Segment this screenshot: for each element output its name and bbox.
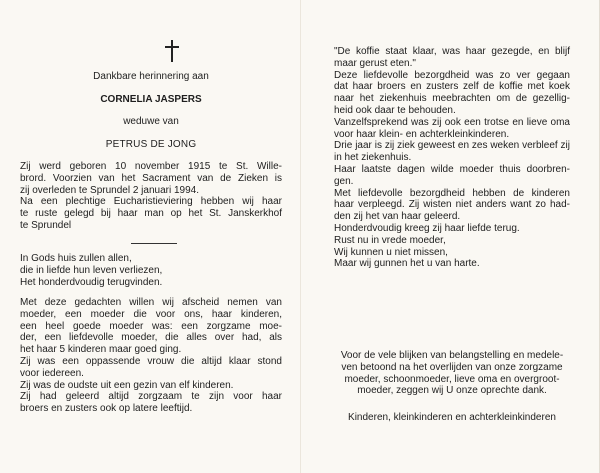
text-line: voor iedereen. bbox=[20, 367, 84, 379]
poem bbox=[20, 253, 282, 288]
tribute-paragraph bbox=[334, 46, 570, 270]
memory-paragraph bbox=[20, 297, 282, 415]
text-line: Honderdvoudig kreeg zij haar liefde terug. bbox=[334, 222, 520, 234]
text-line: Zij had geleerd altijd zorgzaam te zijn voor haar bbox=[20, 391, 282, 403]
text-line: Drie jaar is zij ziek geweest en zes weken verbleef zij bbox=[334, 140, 570, 152]
text-line: Vanzelfsprekend was zij ook een trotse en lieve oma bbox=[334, 116, 570, 128]
text-line: Wij kunnen u niet missen, bbox=[334, 246, 448, 258]
text-line: te Sprundel bbox=[20, 219, 72, 231]
text-line: moeder, schoonmoeder, lieve oma en overgroot- bbox=[344, 373, 560, 385]
text-line: Zij werd geboren 10 november 1915 te St. Wille- bbox=[20, 161, 282, 172]
text-line: gen. bbox=[334, 175, 354, 187]
text-line: Rust nu in vrede moeder, bbox=[334, 234, 446, 246]
text-line: broers en zusters ook op latere leeftijd. bbox=[20, 403, 193, 415]
fold-line bbox=[300, 0, 301, 473]
cross-icon bbox=[165, 40, 179, 62]
thanks-paragraph bbox=[334, 350, 570, 397]
text-line: moeder, een moeder die voor ons, haar kinderen, bbox=[20, 308, 282, 320]
text-line: naar het ziekenhuis meebrachten om de gezellig- bbox=[334, 93, 570, 105]
text-line: Na een plechtige Eucharistieviering hebben wij haar bbox=[20, 196, 282, 208]
text-line: heid ook daar te behouden. bbox=[334, 104, 456, 116]
text-line: brord. Voorzien van het Sacrament van de Zieken is bbox=[20, 172, 282, 184]
text-line: moeder, zeggen wij U onze oprechte dank. bbox=[357, 385, 547, 397]
text-line: dat haar broers en zusters zelf de koffie met koek bbox=[334, 81, 570, 93]
text-line: maar gerust eten." bbox=[334, 57, 416, 69]
text-line: een heel goede moeder was: een zorgzame moe- bbox=[20, 320, 282, 332]
text-line: voor haar klein- en achterkleinkinderen. bbox=[334, 128, 510, 140]
text-line: der, een liefdevolle moeder, die alles over had, als bbox=[20, 332, 282, 344]
poem-line: Het honderdvoudig terugvinden. bbox=[20, 276, 163, 288]
text-line: den zij het van haar geleerd. bbox=[334, 211, 461, 223]
text-line: het haar 5 kinderen maar goed ging. bbox=[20, 344, 182, 356]
text-line: Met deze gedachten willen wij afscheid nemen van bbox=[20, 297, 282, 308]
text-line: Met liefdevolle bezorgdheid hebben de kinderen bbox=[334, 187, 570, 199]
family-signature: Kinderen, kleinkinderen en achterkleinkinderen bbox=[348, 412, 556, 423]
text-line: Maar wij gunnen het u van harte. bbox=[334, 258, 480, 270]
text-line: haar verpleegd. Zij wisten niet anders want zo had- bbox=[334, 199, 570, 211]
husband-name: PETRUS DE JONG bbox=[105, 139, 197, 150]
text-line: zij overleden te Sprundel 2 januari 1994. bbox=[20, 184, 200, 196]
text-line: Haar laatste dagen wilde moeder thuis doorbren- bbox=[334, 163, 570, 175]
poem-line: die in liefde hun leven verliezen, bbox=[20, 264, 163, 276]
text-line: Zij was een oppassende vrouw die altijd klaar stond bbox=[20, 355, 282, 367]
text-line: Deze liefdevolle bezorgdheid was zo ver gegaan bbox=[334, 69, 570, 81]
remembrance-heading: Dankbare herinnering aan bbox=[93, 71, 209, 82]
text-line: in het ziekenhuis. bbox=[334, 152, 412, 164]
deceased-name: CORNELIA JASPERS bbox=[100, 94, 202, 105]
text-line: "De koffie staat klaar, was haar gezegde, en blijf bbox=[334, 46, 570, 57]
text-line: Voor de vele blijken van belangstelling en medele- bbox=[340, 350, 564, 361]
text-line: Zij was de oudste uit een gezin van elf kinderen. bbox=[20, 379, 234, 391]
section-divider bbox=[131, 243, 177, 244]
widow-of-label: weduwe van bbox=[123, 116, 179, 127]
text-line: te ruste gelegd bij haar man op het St. Janskerkhof bbox=[20, 208, 282, 220]
biography-paragraph bbox=[20, 161, 282, 232]
text-line: ven betoond na het overlijden van onze zorgzame bbox=[341, 361, 563, 373]
poem-line: In Gods huis zullen allen, bbox=[20, 253, 132, 264]
